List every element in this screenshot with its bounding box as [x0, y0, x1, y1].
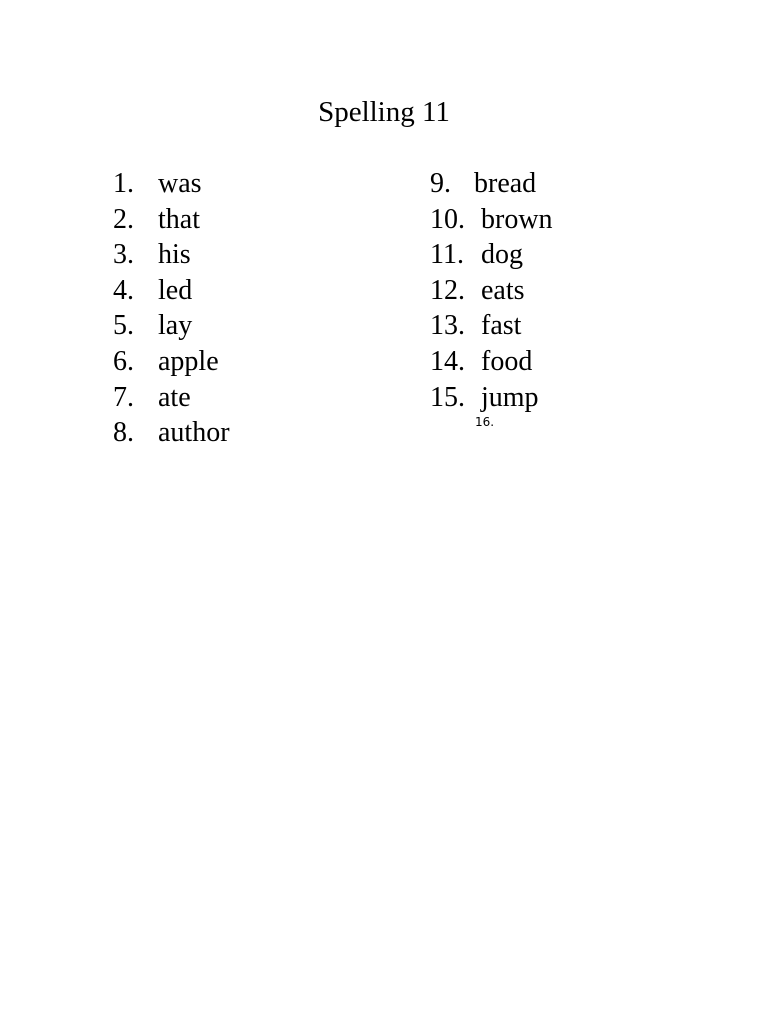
list-item — [113, 202, 230, 238]
item-number: 3. — [113, 239, 134, 271]
item-number: 13. — [430, 310, 465, 342]
item-word: jump — [481, 381, 539, 413]
list-item — [113, 273, 230, 309]
list-item — [113, 380, 230, 416]
item-word: fast — [481, 310, 522, 342]
item-word: was — [158, 168, 202, 199]
item-word: lay — [158, 310, 193, 342]
word-list-left — [113, 166, 230, 451]
list-item — [430, 273, 553, 309]
list-item — [113, 237, 230, 273]
item-word: his — [158, 239, 191, 271]
item-number: 11. — [430, 239, 464, 271]
list-item — [113, 308, 230, 344]
item-word: author — [158, 417, 230, 449]
item-number: 8. — [113, 417, 134, 449]
item-number: 5. — [113, 310, 134, 342]
item-word: ate — [158, 381, 191, 413]
word-list-right — [430, 166, 553, 415]
list-item — [430, 166, 553, 202]
list-item — [113, 344, 230, 380]
list-item — [113, 166, 230, 202]
list-item — [430, 380, 553, 416]
item-word: bread — [474, 168, 537, 199]
list-item — [430, 202, 553, 238]
item-number: 14. — [430, 345, 465, 377]
item-number: 7. — [113, 381, 134, 413]
trailing-item-number: 16. — [475, 415, 495, 429]
item-number: 1. — [113, 168, 134, 199]
item-number: 2. — [113, 203, 134, 235]
page-title: Spelling 11 — [318, 96, 450, 128]
list-item — [430, 308, 553, 344]
item-number: 15. — [430, 381, 465, 413]
item-word: eats — [481, 274, 525, 306]
item-number: 9. — [430, 168, 451, 199]
list-item — [430, 237, 553, 273]
item-number: 4. — [113, 274, 134, 306]
item-word: that — [158, 203, 200, 235]
item-word: food — [481, 345, 533, 377]
item-number: 12. — [430, 274, 465, 306]
item-number: 10. — [430, 203, 465, 235]
item-word: apple — [158, 345, 219, 377]
list-item — [113, 415, 230, 451]
item-word: led — [158, 274, 193, 306]
list-item — [430, 344, 553, 380]
item-word: brown — [481, 203, 553, 235]
item-word: dog — [481, 239, 523, 271]
item-number: 6. — [113, 345, 134, 377]
